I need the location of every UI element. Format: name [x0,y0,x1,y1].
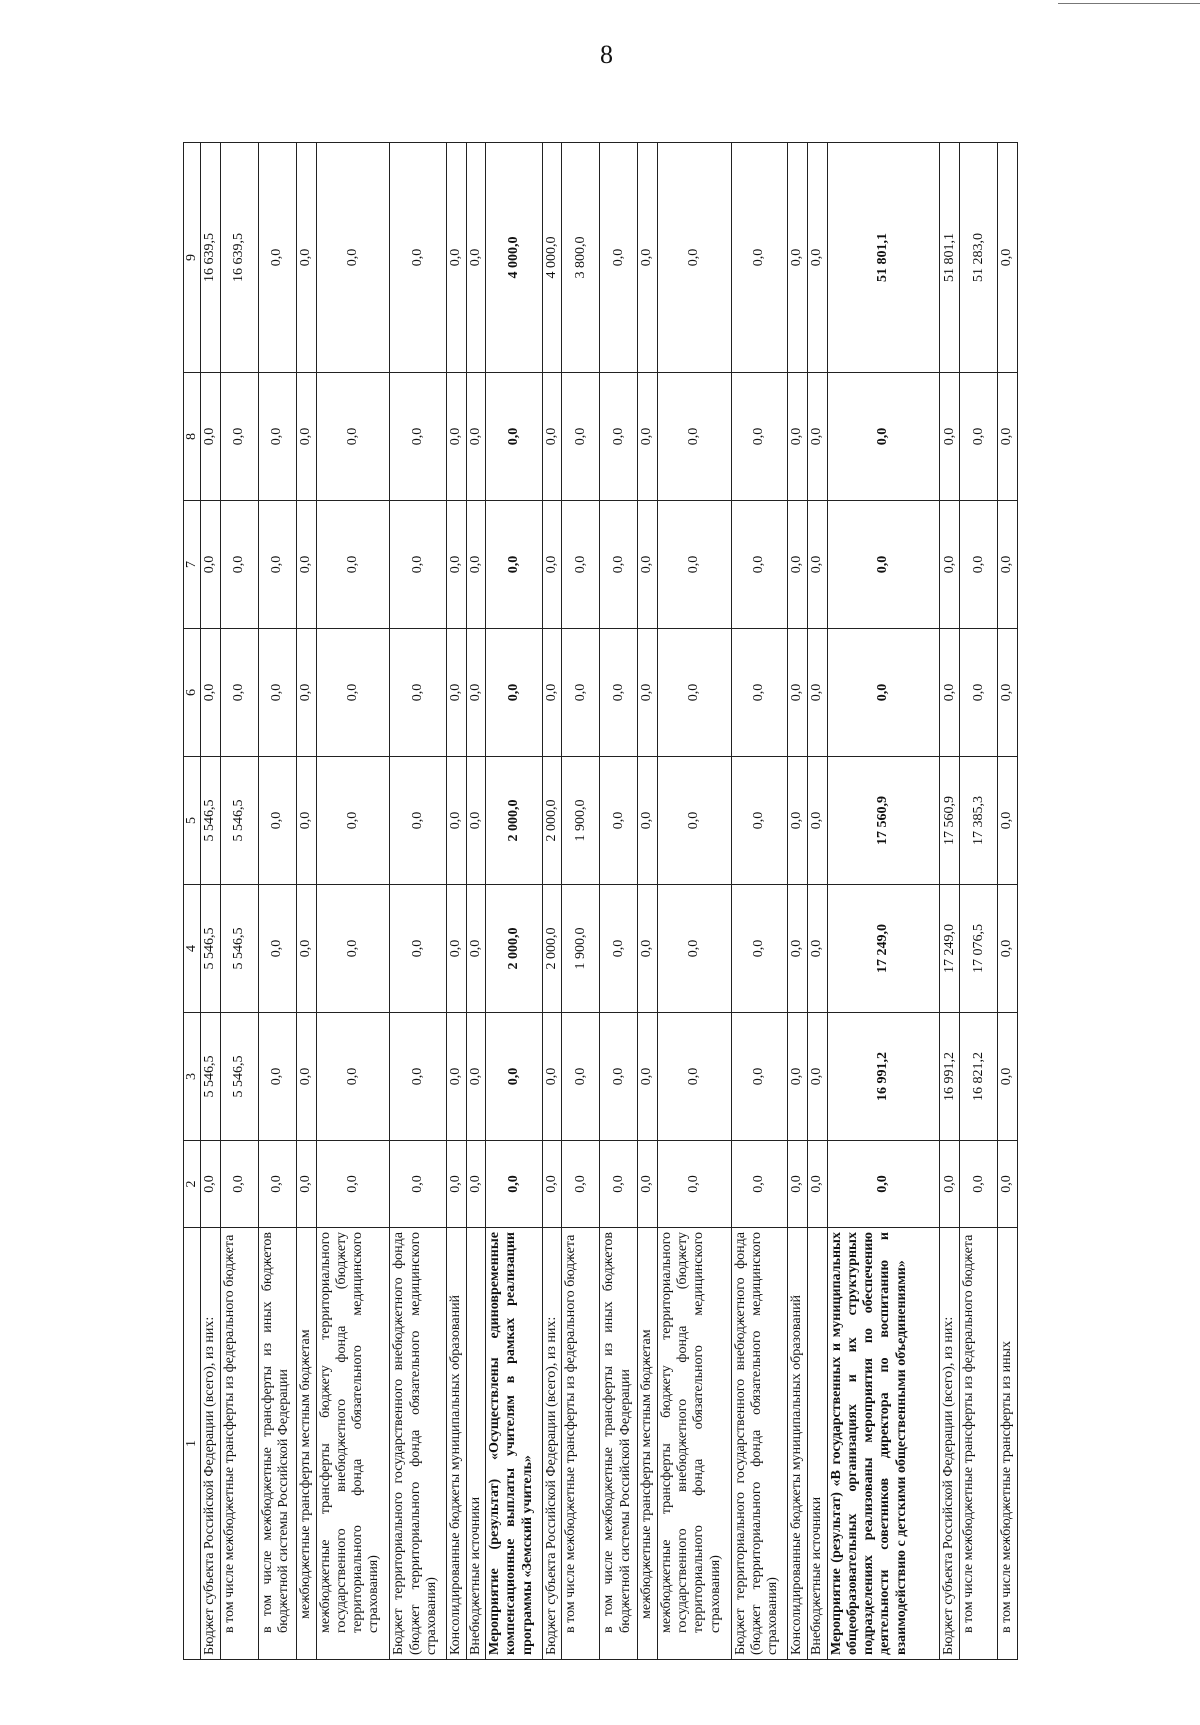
row-label: межбюджетные трансферты бюджету территориального государственного внебюджетного фонда (бюджету территориального фонда обязательного медицинского страхования) [657,1228,731,1660]
value-cell: 0,0 [940,1141,960,1228]
table-row [296,143,316,1660]
value-cell: 0,0 [258,143,296,373]
value-cell: 0,0 [788,1013,808,1141]
value-cell: 0,0 [657,1141,731,1228]
value-cell: 0,0 [466,885,486,1013]
value-cell: 0,0 [486,629,542,757]
value-cell: 0,0 [600,1141,638,1228]
row-label: Бюджет субъекта Российской Федерации (всего), из них: [542,1228,562,1660]
value-cell: 0,0 [258,501,296,629]
value-cell: 16 639,5 [220,143,258,373]
table-body [201,143,1018,1660]
value-cell: 0,0 [201,501,221,629]
value-cell: 0,0 [638,885,658,1013]
table-row [960,143,998,1660]
value-cell: 0,0 [466,1013,486,1141]
row-label: межбюджетные трансферты местным бюджетам [638,1228,658,1660]
header-row [184,143,201,1660]
value-cell: 0,0 [788,501,808,629]
row-label: Бюджет территориального государственного внебюджетного фонда (бюджет территориального фонда обязательного медицинского страхования) [731,1228,787,1660]
value-cell: 0,0 [600,501,638,629]
value-cell: 0,0 [807,629,827,757]
value-cell: 0,0 [296,629,316,757]
value-cell: 0,0 [296,143,316,373]
value-cell: 0,0 [940,501,960,629]
value-cell: 17 560,9 [827,757,940,885]
value-cell: 0,0 [296,885,316,1013]
value-cell: 0,0 [542,629,562,757]
value-cell: 0,0 [201,373,221,501]
value-cell: 0,0 [657,885,731,1013]
value-cell: 0,0 [788,373,808,501]
value-cell: 0,0 [731,501,787,629]
value-cell: 0,0 [466,373,486,501]
row-label: в том числе межбюджетные трансферты из иных бюджетов бюджетной системы Российской Федерации [258,1228,296,1660]
value-cell: 0,0 [296,373,316,501]
value-cell: 0,0 [390,629,446,757]
value-cell: 0,0 [316,1013,390,1141]
value-cell: 0,0 [600,373,638,501]
value-cell: 16 991,2 [827,1013,940,1141]
value-cell: 0,0 [562,1141,600,1228]
value-cell: 0,0 [542,1013,562,1141]
value-cell: 0,0 [638,629,658,757]
value-cell: 0,0 [446,757,466,885]
table-row [316,143,390,1660]
value-cell: 0,0 [827,501,940,629]
value-cell: 0,0 [562,501,600,629]
value-cell: 0,0 [466,629,486,757]
value-cell: 0,0 [466,501,486,629]
table-row [731,143,787,1660]
column-number: 2 [184,1141,201,1228]
value-cell: 51 801,1 [940,143,960,373]
table-row [657,143,731,1660]
value-cell: 0,0 [600,143,638,373]
value-cell: 0,0 [827,373,940,501]
value-cell: 17 249,0 [940,885,960,1013]
value-cell: 17 076,5 [960,885,998,1013]
value-cell: 0,0 [316,757,390,885]
table-row [542,143,562,1660]
row-label: в том числе межбюджетные трансферты из федерального бюджета [960,1228,998,1660]
value-cell: 0,0 [657,1013,731,1141]
value-cell: 0,0 [657,501,731,629]
value-cell: 0,0 [731,1141,787,1228]
budget-table [183,142,1018,1660]
value-cell: 0,0 [542,373,562,501]
value-cell: 0,0 [657,143,731,373]
value-cell: 0,0 [827,629,940,757]
value-cell: 0,0 [998,1013,1018,1141]
value-cell: 0,0 [788,1141,808,1228]
table-row [390,143,446,1660]
value-cell: 0,0 [220,1141,258,1228]
value-cell: 0,0 [657,757,731,885]
table-row [201,143,221,1660]
row-label: Консолидированные бюджеты муниципальных образований [446,1228,466,1660]
value-cell: 0,0 [390,501,446,629]
value-cell: 0,0 [638,501,658,629]
row-label: в том числе межбюджетные трансферты из федерального бюджета [220,1228,258,1660]
value-cell: 0,0 [258,885,296,1013]
value-cell: 0,0 [638,757,658,885]
row-label: межбюджетные трансферты местным бюджетам [296,1228,316,1660]
value-cell: 0,0 [258,757,296,885]
row-label: Внебюджетные источники [466,1228,486,1660]
row-label: в том числе межбюджетные трансферты из иных [998,1228,1018,1660]
table-row [998,143,1018,1660]
value-cell: 0,0 [638,1141,658,1228]
value-cell: 5 546,5 [201,757,221,885]
column-number: 3 [184,1013,201,1141]
value-cell: 0,0 [316,885,390,1013]
value-cell: 0,0 [998,1141,1018,1228]
value-cell: 0,0 [446,501,466,629]
row-label: Бюджет территориального государственного внебюджетного фонда (бюджет территориального фонда обязательного медицинского страхования) [390,1228,446,1660]
value-cell: 0,0 [731,757,787,885]
value-cell: 0,0 [446,143,466,373]
value-cell: 0,0 [316,1141,390,1228]
value-cell: 0,0 [390,885,446,1013]
value-cell: 51 801,1 [827,143,940,373]
row-label: Консолидированные бюджеты муниципальных образований [788,1228,808,1660]
value-cell: 0,0 [466,1141,486,1228]
value-cell: 0,0 [960,629,998,757]
value-cell: 0,0 [638,373,658,501]
value-cell: 0,0 [316,501,390,629]
row-label: межбюджетные трансферты бюджету территориального государственного внебюджетного фонда (бюджету территориального фонда обязательного медицинского страхования) [316,1228,390,1660]
value-cell: 16 821,2 [960,1013,998,1141]
value-cell: 0,0 [316,629,390,757]
value-cell: 0,0 [788,629,808,757]
value-cell: 0,0 [390,1013,446,1141]
value-cell: 0,0 [316,373,390,501]
value-cell: 0,0 [998,885,1018,1013]
value-cell: 0,0 [390,373,446,501]
value-cell: 0,0 [296,757,316,885]
value-cell: 0,0 [600,629,638,757]
value-cell: 0,0 [600,1013,638,1141]
column-number: 6 [184,629,201,757]
value-cell: 0,0 [220,501,258,629]
value-cell: 0,0 [788,143,808,373]
value-cell: 0,0 [807,1141,827,1228]
value-cell: 0,0 [220,373,258,501]
value-cell: 0,0 [466,143,486,373]
value-cell: 0,0 [807,1013,827,1141]
value-cell: 0,0 [446,373,466,501]
value-cell: 0,0 [486,1013,542,1141]
value-cell: 0,0 [486,1141,542,1228]
value-cell: 1 900,0 [562,885,600,1013]
value-cell: 2 000,0 [542,757,562,885]
value-cell: 2 000,0 [486,885,542,1013]
value-cell: 16 639,5 [201,143,221,373]
table-row [562,143,600,1660]
value-cell: 0,0 [731,143,787,373]
table-row [466,143,486,1660]
column-number: 1 [184,1228,201,1660]
value-cell: 0,0 [807,143,827,373]
value-cell: 0,0 [731,885,787,1013]
value-cell: 0,0 [960,1141,998,1228]
row-label: Мероприятие (результат) «В государственных и муниципальных общеобразовательных организациях и их структурных подразделениях реализованы мероприятия по обеспечению деятельности советников директора по воспитанию и взаимодействию с детскими общественными объединениями» [827,1228,940,1660]
value-cell: 1 900,0 [562,757,600,885]
value-cell: 0,0 [258,629,296,757]
value-cell: 51 283,0 [960,143,998,373]
value-cell: 0,0 [486,501,542,629]
table-row [220,143,258,1660]
value-cell: 0,0 [788,757,808,885]
value-cell: 0,0 [562,1013,600,1141]
value-cell: 0,0 [998,501,1018,629]
table-row [486,143,542,1660]
row-label: в том числе межбюджетные трансферты из иных бюджетов бюджетной системы Российской Федерации [600,1228,638,1660]
table-row [940,143,960,1660]
value-cell: 0,0 [296,1141,316,1228]
table-row [600,143,638,1660]
column-number: 5 [184,757,201,885]
value-cell: 0,0 [446,629,466,757]
value-cell: 0,0 [731,373,787,501]
value-cell: 0,0 [466,757,486,885]
value-cell: 0,0 [827,1141,940,1228]
row-label: Бюджет субъекта Российской Федерации (всего), из них: [940,1228,960,1660]
value-cell: 0,0 [562,373,600,501]
value-cell: 5 546,5 [220,757,258,885]
value-cell: 0,0 [998,757,1018,885]
value-cell: 17 560,9 [940,757,960,885]
value-cell: 0,0 [390,143,446,373]
value-cell: 0,0 [807,501,827,629]
value-cell: 4 000,0 [486,143,542,373]
value-cell: 0,0 [542,1141,562,1228]
value-cell: 0,0 [731,629,787,757]
value-cell: 0,0 [258,1141,296,1228]
value-cell: 5 546,5 [201,1013,221,1141]
table-row [827,143,940,1660]
column-number: 8 [184,373,201,501]
value-cell: 0,0 [788,885,808,1013]
value-cell: 0,0 [600,757,638,885]
value-cell: 0,0 [220,629,258,757]
row-label: Мероприятие (результат) «Осуществлены единовременные компенсационные выплаты учителям в рамках реализации программы «Земский учитель» [486,1228,542,1660]
value-cell: 4 000,0 [542,143,562,373]
table-row [446,143,466,1660]
value-cell: 0,0 [638,1013,658,1141]
value-cell: 0,0 [807,885,827,1013]
value-cell: 16 991,2 [940,1013,960,1141]
value-cell: 0,0 [940,629,960,757]
page-number: 8 [600,40,613,69]
value-cell: 0,0 [446,1013,466,1141]
value-cell: 0,0 [638,143,658,373]
value-cell: 0,0 [446,885,466,1013]
value-cell: 0,0 [731,1013,787,1141]
value-cell: 2 000,0 [486,757,542,885]
value-cell: 0,0 [316,143,390,373]
value-cell: 0,0 [657,629,731,757]
value-cell: 0,0 [998,143,1018,373]
value-cell: 0,0 [600,885,638,1013]
value-cell: 0,0 [807,757,827,885]
value-cell: 17 385,3 [960,757,998,885]
table-row [258,143,296,1660]
value-cell: 3 800,0 [562,143,600,373]
value-cell: 5 546,5 [220,1013,258,1141]
value-cell: 17 249,0 [827,885,940,1013]
value-cell: 0,0 [296,501,316,629]
rotated-table-container [183,145,1018,1660]
value-cell: 0,0 [486,373,542,501]
value-cell: 0,0 [562,629,600,757]
value-cell: 0,0 [258,373,296,501]
value-cell: 2 000,0 [542,885,562,1013]
value-cell: 0,0 [258,1013,296,1141]
row-label: Внебюджетные источники [807,1228,827,1660]
table-row [788,143,808,1660]
value-cell: 0,0 [296,1013,316,1141]
table-row [807,143,827,1660]
column-number: 7 [184,501,201,629]
value-cell: 0,0 [542,501,562,629]
value-cell: 0,0 [807,373,827,501]
value-cell: 0,0 [940,373,960,501]
value-cell: 0,0 [390,1141,446,1228]
value-cell: 0,0 [998,629,1018,757]
row-label: Бюджет субъекта Российской Федерации (всего), из них: [201,1228,221,1660]
top-rule [1058,3,1200,4]
value-cell: 0,0 [201,1141,221,1228]
value-cell: 0,0 [201,629,221,757]
column-number: 9 [184,143,201,373]
value-cell: 0,0 [960,373,998,501]
value-cell: 0,0 [657,373,731,501]
table-row [638,143,658,1660]
value-cell: 5 546,5 [220,885,258,1013]
value-cell: 5 546,5 [201,885,221,1013]
row-label: в том числе межбюджетные трансферты из федерального бюджета [562,1228,600,1660]
value-cell: 0,0 [446,1141,466,1228]
value-cell: 0,0 [998,373,1018,501]
value-cell: 0,0 [960,501,998,629]
column-number: 4 [184,885,201,1013]
value-cell: 0,0 [390,757,446,885]
